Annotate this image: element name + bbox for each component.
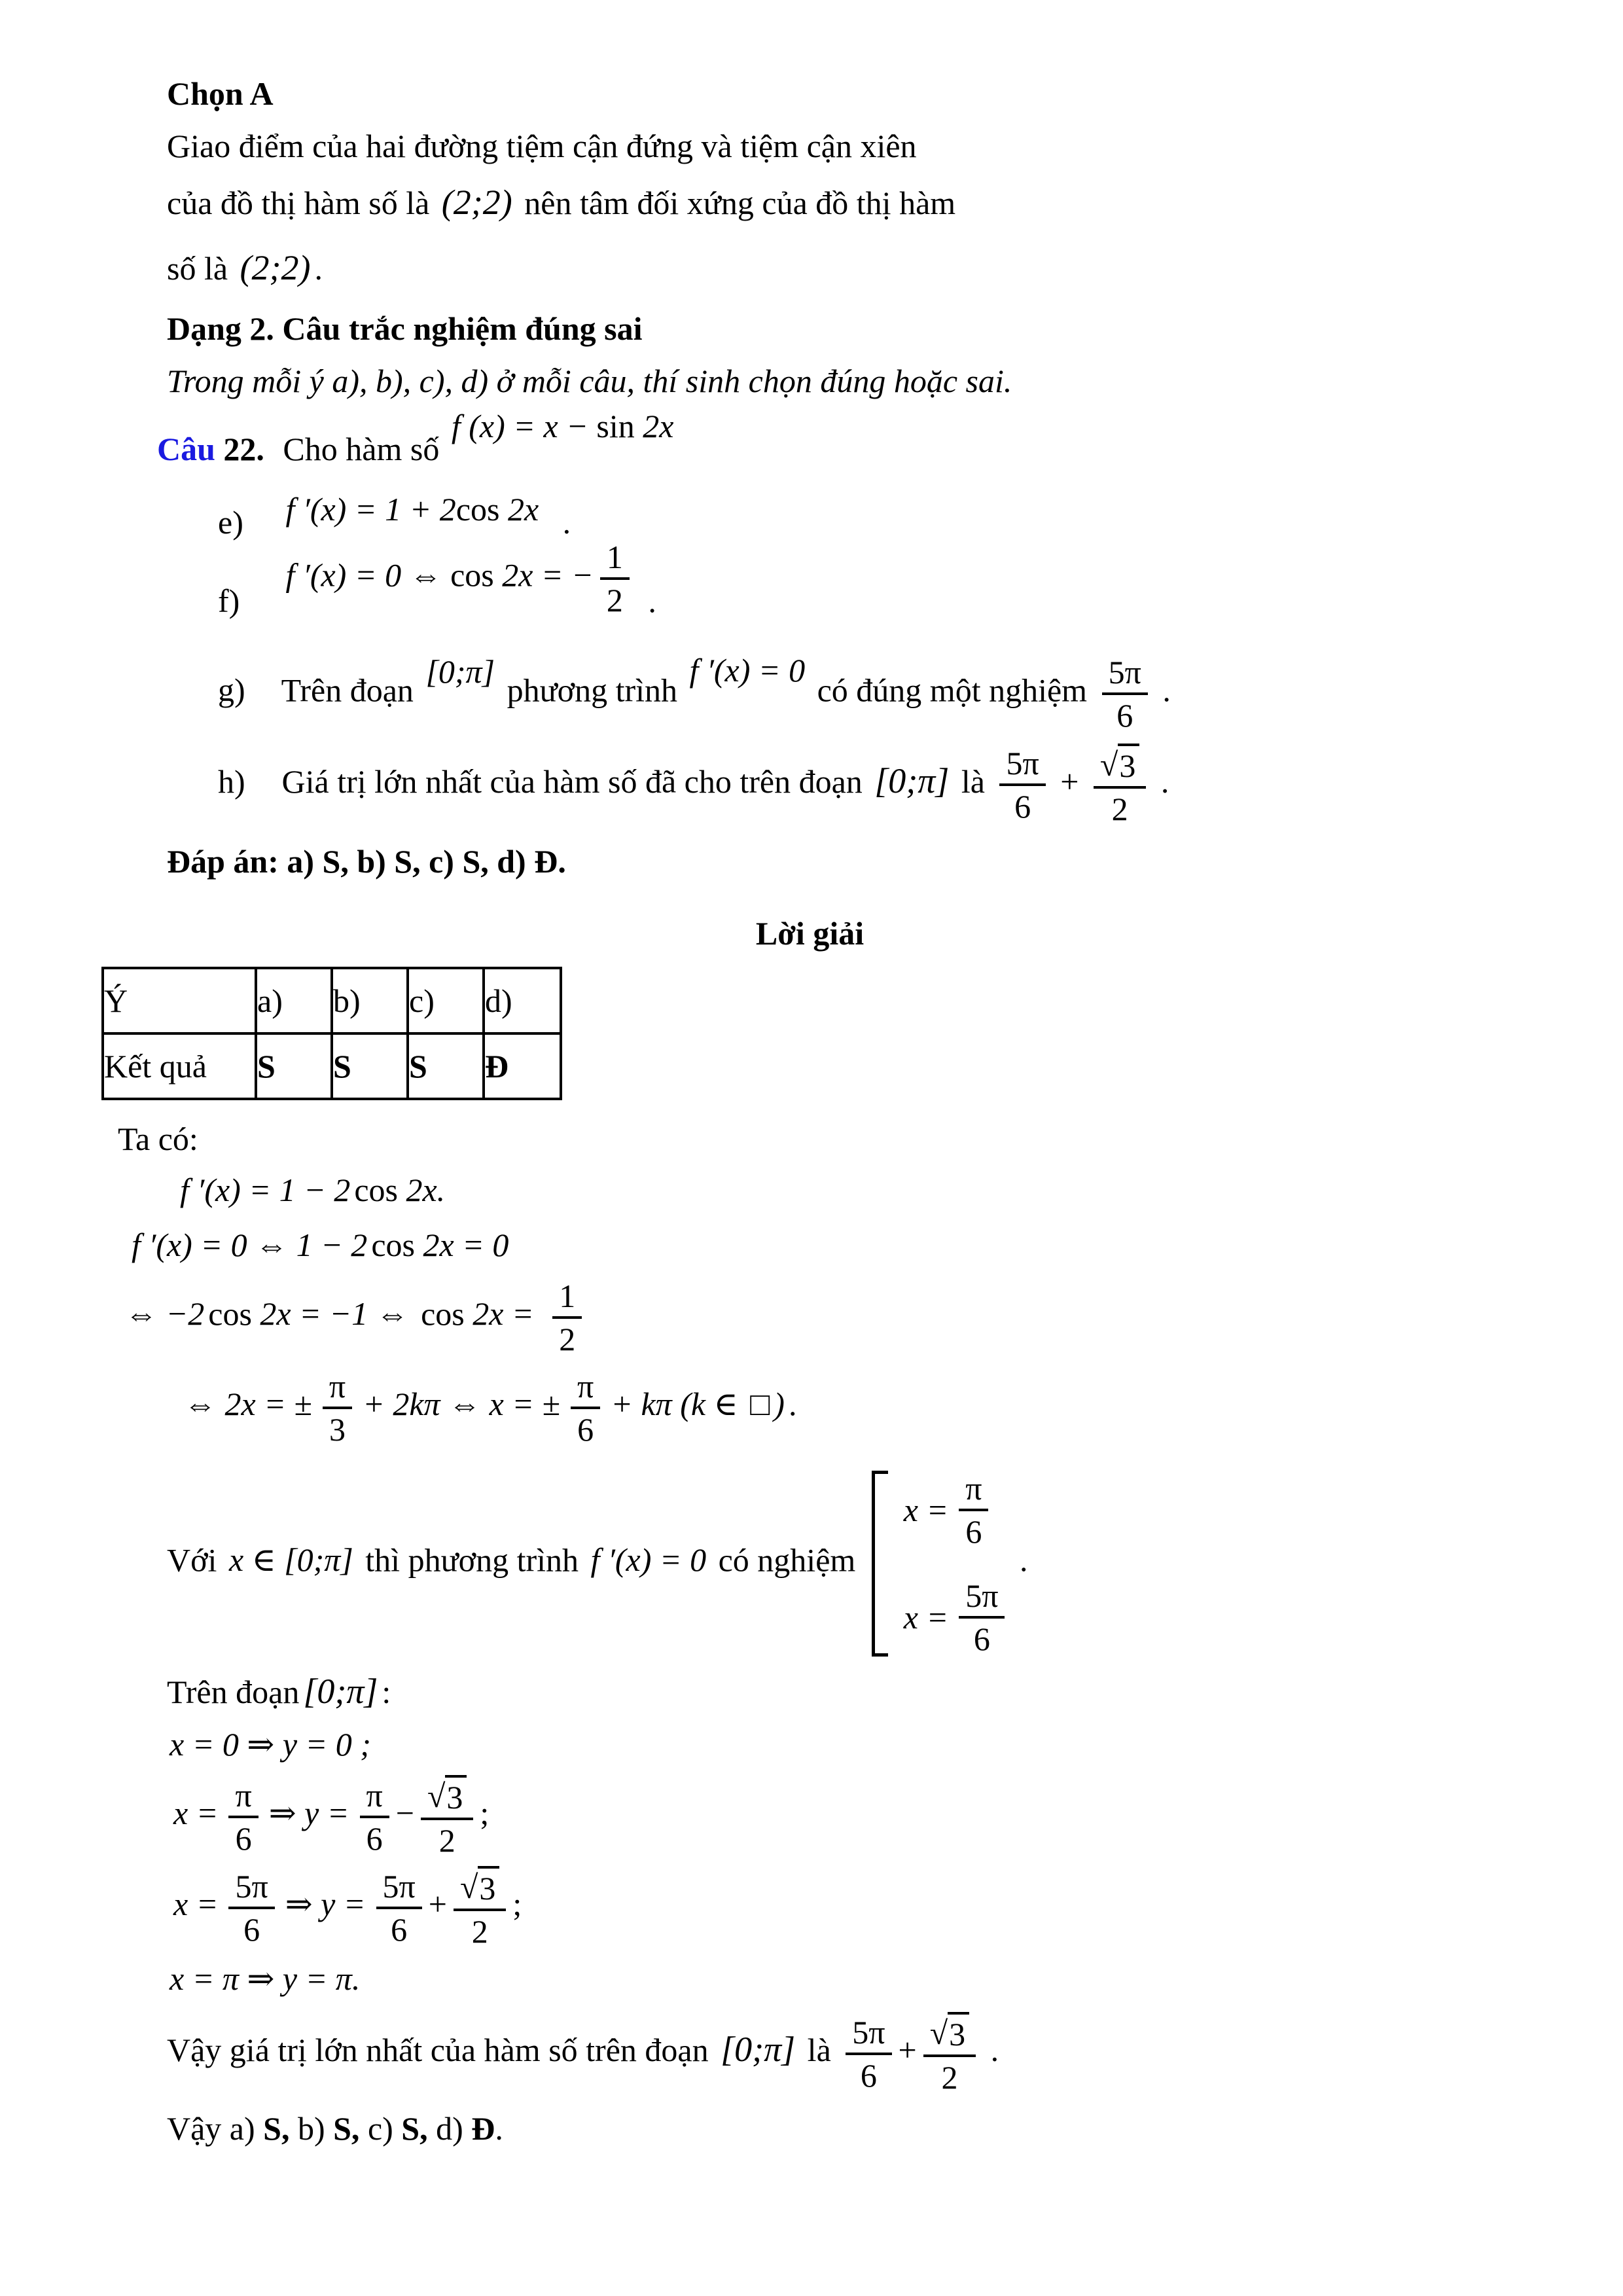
question-22-number: 22.	[223, 430, 264, 467]
answer-table	[101, 967, 562, 1100]
vl2-radicand: 3	[445, 1775, 467, 1815]
item-g-dot: .	[1162, 672, 1171, 709]
formula-fx-sin: sin	[596, 407, 635, 444]
vl3-frac-1-den: 6	[243, 1910, 260, 1948]
item-g-equation: f ′(x) = 0	[689, 652, 806, 689]
fraction-5pi-6-den: 6	[1116, 696, 1133, 734]
fraction-pi-6-num: π	[571, 1369, 600, 1409]
answer-table-result-row	[103, 1033, 561, 1099]
conclusion-frac-2	[923, 2012, 976, 2095]
answer-table-result-d: Đ	[484, 1033, 561, 1099]
answer-summary: Đáp án: a) S, b) S, c) S, d) Đ.	[167, 842, 566, 880]
formula-fx-a: f (x) = x −	[451, 407, 597, 444]
paragraph-line-3-dot: .	[314, 250, 323, 287]
equation-2-cos: cos	[371, 1226, 415, 1263]
case-1-frac	[959, 1471, 988, 1549]
paragraph-line-3-text: số là	[167, 250, 228, 287]
vl2-sqrt	[427, 1779, 467, 1816]
conclusion-radicand: 3	[948, 2012, 969, 2052]
final-dot: .	[495, 2110, 503, 2147]
vl2-frac-3	[421, 1775, 473, 1858]
equation-4-pre: ⇔ 2x = ±	[184, 1386, 312, 1423]
answer-table-result-c: S	[408, 1033, 484, 1099]
vl2-frac-1-den: 6	[235, 1820, 252, 1857]
case-row-1	[900, 1471, 1012, 1549]
item-h-interval: [0;π]	[874, 761, 950, 800]
item-f-formula	[286, 539, 636, 618]
final-answer-b: S,	[333, 2110, 360, 2147]
value-line-3-plus: +	[428, 1886, 447, 1923]
equation-3-b: 2x = −1 ⇔	[251, 1295, 418, 1333]
equation-4-dot: .	[788, 1386, 797, 1423]
fraction-5pi-6-h	[999, 745, 1045, 824]
fraction-pi-3-num: π	[323, 1369, 352, 1409]
question-22-formula	[452, 397, 674, 456]
conclusion-frac-1-den: 6	[860, 2056, 877, 2094]
item-h-dot: .	[1160, 762, 1169, 800]
item-e-dot: .	[562, 503, 571, 541]
item-e-formula-cos: cos	[455, 490, 500, 528]
vl2-frac-2-num: π	[360, 1778, 389, 1818]
conclusion-frac-2-num	[923, 2012, 976, 2057]
item-e-label: e)	[218, 503, 243, 541]
answer-table-cell-c: c)	[408, 968, 484, 1033]
conclusion-frac-1	[846, 2015, 891, 2093]
fraction-sqrt3-2	[1094, 744, 1146, 827]
item-g	[218, 652, 1453, 734]
value-line-3-pre: x =	[173, 1886, 219, 1923]
case-1-frac-num: π	[959, 1471, 988, 1511]
fraction-1-2-den: 2	[606, 581, 623, 619]
radical-sign: √	[1099, 745, 1118, 783]
fraction-1-2-eq3-den: 2	[559, 1320, 576, 1357]
value-line-3-arrow: ⇒ y =	[285, 1886, 366, 1923]
value-line-2-arrow: ⇒ y =	[268, 1795, 349, 1832]
cases-column	[888, 1471, 1012, 1657]
item-h	[218, 744, 1453, 827]
final-answer-c: S,	[401, 2110, 428, 2147]
paragraph-line-2-text-b: nên tâm đối xứng của đồ thị hàm	[524, 185, 956, 221]
voi-domain: x ∈ [0;π]	[228, 1541, 353, 1579]
equation-4-close: )	[774, 1386, 785, 1423]
conclusion-sqrt	[930, 2016, 969, 2053]
value-line-2-semi: ;	[480, 1795, 490, 1832]
equation-1	[176, 1167, 1453, 1213]
vl3-frac-3-den: 2	[471, 1913, 488, 1950]
item-f-formula-cos: cos	[450, 556, 494, 594]
point-2-2-math: (2;2)	[441, 183, 512, 222]
fraction-pi-3	[323, 1369, 352, 1447]
equation-2-b: 2x = 0	[414, 1226, 509, 1263]
fraction-5pi-6-h-num: 5π	[999, 745, 1045, 786]
equation-1-cos: cos	[354, 1171, 398, 1208]
cases-left-bracket	[872, 1471, 888, 1657]
equation-3-a: ⇔ −2	[125, 1295, 205, 1333]
fraction-5pi-6-num: 5π	[1102, 655, 1148, 695]
equation-3	[121, 1278, 1453, 1357]
conclusion-dot: .	[990, 2032, 999, 2069]
heading-chon-a: Chọn A	[167, 75, 274, 112]
item-h-text-2: là	[961, 762, 985, 800]
equation-4	[180, 1369, 1453, 1447]
value-line-2-pre: x =	[173, 1795, 219, 1832]
vl3-frac-2-den: 6	[391, 1910, 408, 1948]
equation-2-a: f ′(x) = 0 ⇔ 1 − 2	[132, 1226, 368, 1263]
value-line-4: x = π ⇒ y = π.	[169, 1960, 361, 1998]
conclusion-text-2: là	[807, 2032, 831, 2069]
item-f-label: f)	[218, 583, 240, 620]
item-g-text-3: có đúng một nghiệm	[817, 672, 1088, 709]
item-g-interval: [0;π]	[425, 653, 495, 691]
final-text-3: c)	[367, 2110, 393, 2147]
vl2-frac-1-num: π	[228, 1778, 258, 1818]
vl3-radicand: 3	[478, 1866, 499, 1906]
answer-table-cell-b: b)	[332, 968, 408, 1033]
vl2-radical-sign: √	[427, 1778, 446, 1815]
equation-1-b: 2x.	[397, 1171, 446, 1208]
equation-4-mid: + 2kπ ⇔ x = ±	[363, 1386, 560, 1423]
vl2-frac-1	[228, 1778, 258, 1856]
paragraph-line-3	[167, 240, 1453, 296]
missing-glyph-box: □	[750, 1386, 770, 1423]
point-2-2-math-2: (2;2)	[240, 248, 311, 288]
sqrt-3	[1100, 747, 1139, 784]
equation-3-cos1: cos	[208, 1295, 252, 1333]
vl3-frac-3-num	[454, 1866, 506, 1911]
item-g-label: g)	[218, 672, 245, 709]
item-e-formula-b: 2x	[499, 490, 539, 528]
equation-3-cos2: cos	[421, 1295, 465, 1333]
vl3-frac-3	[454, 1866, 506, 1949]
answer-table-result-a: S	[256, 1033, 332, 1099]
final-answer-a: S,	[263, 2110, 290, 2147]
voi-text-1: Với	[167, 1541, 217, 1579]
voi-text-3: có nghiệm	[718, 1541, 856, 1579]
vl3-sqrt	[460, 1870, 499, 1907]
item-f-formula-a: f ′(x) = 0 ⇔	[285, 556, 451, 594]
fraction-1-2-eq3-num: 1	[552, 1278, 582, 1319]
vl2-frac-2-den: 6	[366, 1820, 383, 1857]
value-line-2-minus: −	[395, 1795, 414, 1832]
value-line-3	[169, 1866, 1453, 1949]
answer-table-result-b: S	[332, 1033, 408, 1099]
conclusion-radical-sign: √	[929, 2015, 948, 2052]
item-e-formula-a: f ′(x) = 1 + 2	[285, 490, 456, 528]
ta-co-line: Ta có:	[118, 1120, 198, 1157]
solution-cases	[872, 1471, 1012, 1657]
fraction-5pi-6-h-den: 6	[1014, 788, 1031, 825]
vl3-frac-1-num: 5π	[228, 1869, 274, 1909]
fraction-sqrt3-2-den: 2	[1111, 790, 1128, 827]
final-text-4: d)	[436, 2110, 463, 2147]
vl3-frac-2	[376, 1869, 422, 1947]
vl2-frac-3-num	[421, 1775, 473, 1820]
answer-table-header-row	[103, 968, 561, 1033]
question-22-line	[157, 407, 1453, 478]
fraction-1-2-num: 1	[600, 539, 630, 580]
voi-text-2: thì phương trình	[365, 1541, 579, 1579]
case-2-frac-num: 5π	[959, 1578, 1005, 1619]
value-line-1: x = 0 ⇒ y = 0 ;	[169, 1726, 371, 1763]
tren-doan-text: Trên đoạn	[167, 1673, 300, 1710]
item-f	[218, 538, 1453, 644]
heading-dang-2: Dạng 2. Câu trắc nghiệm đúng sai	[167, 310, 643, 347]
fraction-1-2-eq3	[552, 1278, 582, 1357]
answer-table-cell-d: d)	[484, 968, 561, 1033]
item-h-plus: +	[1060, 762, 1079, 800]
answer-table-cell-a: a)	[256, 968, 332, 1033]
item-f-dot: .	[648, 583, 656, 620]
item-h-text-1: Giá trị lớn nhất của hàm số đã cho trên đoạn	[281, 762, 863, 800]
value-line-3-semi: ;	[512, 1886, 522, 1923]
case-1-lhs: x =	[903, 1491, 949, 1528]
equation-2	[128, 1222, 1453, 1268]
tren-doan-line	[167, 1667, 1453, 1717]
item-f-formula-b: 2x = −	[493, 556, 594, 594]
final-answer-line	[167, 2106, 1453, 2151]
solution-heading: Lời giải	[755, 914, 865, 952]
final-answer-d: Đ	[471, 2110, 495, 2147]
conclusion-interval: [0;π]	[721, 2030, 796, 2070]
vl3-radical-sign: √	[459, 1869, 478, 1906]
fraction-pi-6-den: 6	[577, 1410, 594, 1448]
fraction-pi-6	[571, 1369, 600, 1447]
voi-line	[167, 1471, 1453, 1657]
vl3-frac-1	[228, 1869, 274, 1947]
case-2-lhs: x =	[903, 1598, 949, 1636]
equation-1-a: f ′(x) = 1 − 2	[180, 1171, 351, 1208]
conclusion-max-line	[167, 2012, 1453, 2095]
conclusion-plus: +	[898, 2032, 917, 2069]
case-1-frac-den: 6	[965, 1513, 982, 1550]
final-text-2: b)	[297, 2110, 325, 2147]
question-22-label: Câu	[157, 430, 215, 467]
answer-table-cell-ketqua: Kết quả	[103, 1033, 256, 1099]
item-h-label: h)	[218, 762, 245, 800]
voi-dot: .	[1019, 1541, 1028, 1579]
paragraph-line-2-text-a: của đồ thị hàm số là	[167, 185, 430, 221]
case-row-2	[900, 1578, 1012, 1657]
instruction-line: Trong mỗi ý a), b), c), d) ở mỗi câu, thí sinh chọn đúng hoặc sai.	[167, 362, 1012, 399]
value-line-2	[169, 1775, 1453, 1858]
case-2-frac-den: 6	[973, 1620, 990, 1657]
paragraph-line-2	[167, 174, 1453, 230]
question-22-text: Cho hàm số	[283, 430, 440, 467]
answer-table-cell-y: Ý	[103, 968, 256, 1033]
conclusion-text-1: Vậy giá trị lớn nhất của hàm số trên đoạn	[167, 2032, 709, 2069]
fraction-pi-3-den: 3	[329, 1410, 346, 1448]
final-text-1: Vậy a)	[167, 2110, 255, 2147]
vl3-frac-2-num: 5π	[376, 1869, 422, 1909]
case-2-frac	[959, 1578, 1005, 1657]
vl2-frac-3-den: 2	[438, 1822, 455, 1859]
tren-doan-colon: :	[382, 1673, 391, 1710]
equation-3-c: 2x =	[464, 1295, 534, 1333]
item-g-text-1: Trên đoạn	[281, 672, 414, 709]
item-g-text-2: phương trình	[507, 672, 678, 709]
radicand-3: 3	[1118, 744, 1139, 783]
paragraph-line-1: Giao điểm của hai đường tiệm cận đứng và tiệm cận xiên	[167, 128, 917, 164]
conclusion-frac-1-num: 5π	[846, 2015, 891, 2055]
fraction-1-2	[600, 539, 630, 618]
fraction-5pi-6	[1102, 655, 1148, 733]
voi-equation: f ′(x) = 0	[590, 1541, 707, 1579]
conclusion-frac-2-den: 2	[941, 2059, 958, 2096]
item-e-formula	[286, 478, 539, 541]
equation-4-post: + kπ (k ∈	[611, 1386, 738, 1423]
tren-doan-interval: [0;π]	[303, 1671, 378, 1711]
formula-fx-b: 2x	[634, 407, 674, 444]
vl2-frac-2	[360, 1778, 389, 1856]
fraction-sqrt3-2-num	[1094, 744, 1146, 789]
